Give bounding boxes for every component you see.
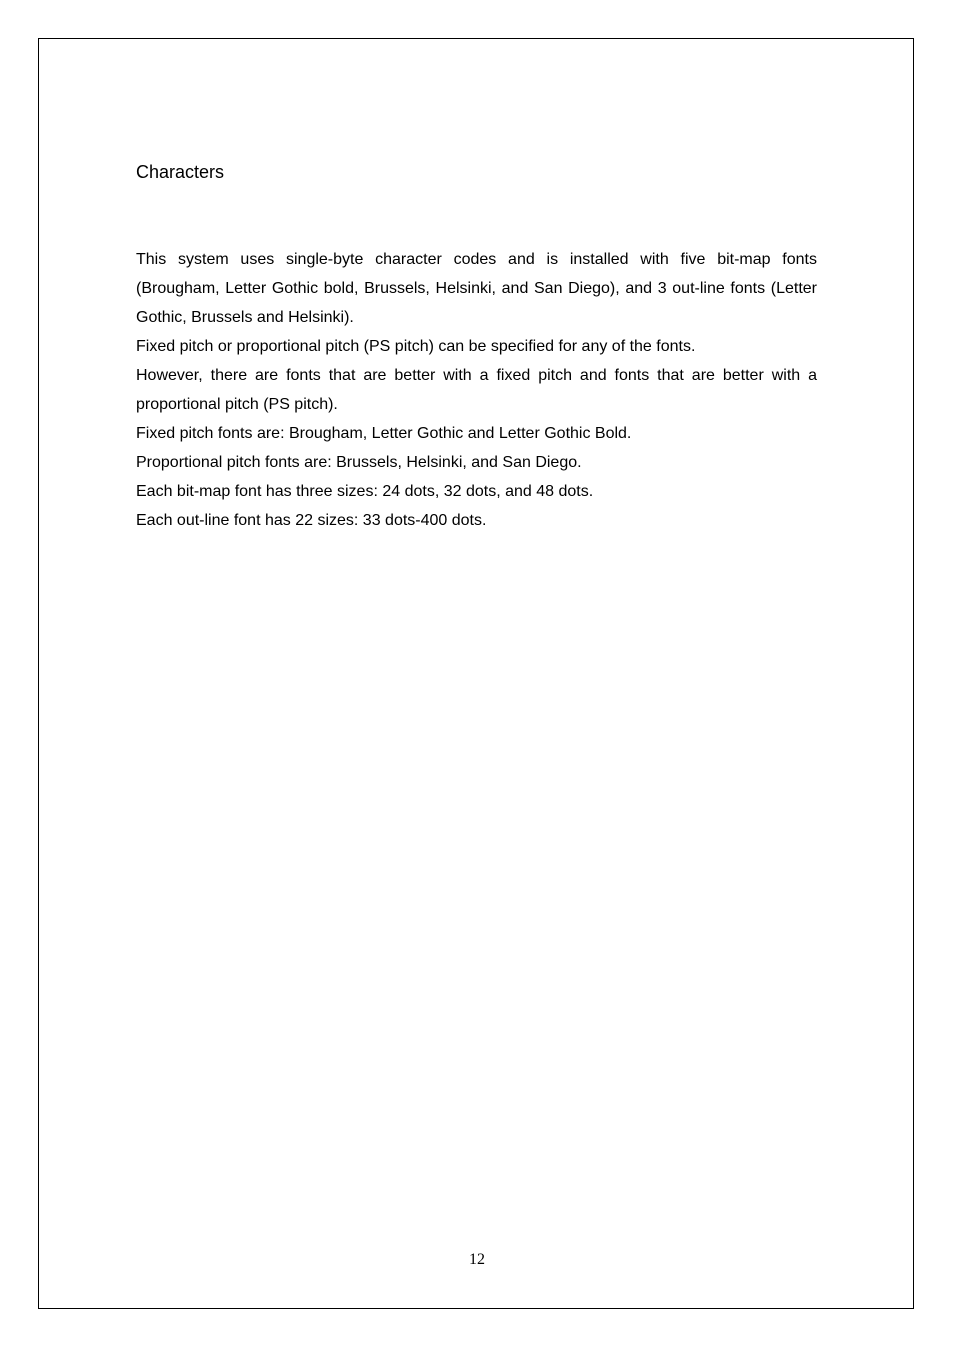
paragraph-outline-sizes: Each out-line font has 22 sizes: 33 dots-400 dots.	[136, 512, 487, 529]
page-number: 12	[469, 1251, 485, 1268]
paragraph-intro: This system uses single-byte character codes and is installed with five bit-map fonts (Brougham, Letter Gothic bold, Brussels, Helsinki, and San Diego), and 3 out-line fonts (Letter Gothic, Brussels and Helsinki).	[136, 251, 817, 326]
paragraph-fixed-fonts: Fixed pitch fonts are: Brougham, Letter Gothic and Letter Gothic Bold.	[136, 425, 632, 442]
paragraph-bitmap-sizes: Each bit-map font has three sizes: 24 dots, 32 dots, and 48 dots.	[136, 483, 594, 500]
page-border	[38, 38, 914, 1309]
section-title: Characters	[136, 162, 225, 182]
paragraph-pitch-preference: However, there are fonts that are better with a fixed pitch and fonts that are better with a proportional pitch (PS pitch).	[136, 367, 817, 413]
paragraph-proportional-fonts: Proportional pitch fonts are: Brussels, Helsinki, and San Diego.	[136, 454, 582, 471]
paragraph-pitch-option: Fixed pitch or proportional pitch (PS pitch) can be specified for any of the fonts.	[136, 338, 696, 355]
body-text	[136, 245, 817, 535]
